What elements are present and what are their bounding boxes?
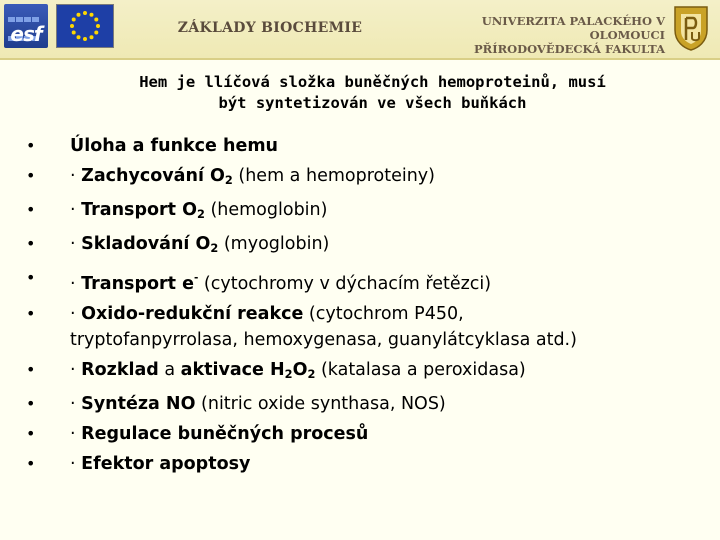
item-bold: Efektor apoptosy	[81, 454, 251, 474]
list-item	[22, 131, 712, 161]
item-bold: O	[292, 360, 308, 380]
university-line-2: PŘÍRODOVĚDECKÁ FAKULTA	[473, 42, 665, 56]
course-title: ZÁKLADY BIOCHEMIE	[177, 20, 363, 36]
item-bold: Regulace buněčných procesů	[81, 424, 369, 444]
eu-flag-icon	[56, 4, 114, 48]
list-item	[22, 419, 712, 449]
item-prefix: ·	[70, 274, 82, 294]
item-subscript: 2	[210, 241, 219, 255]
bullet-icon: •	[26, 424, 36, 443]
bullet-icon: •	[26, 234, 36, 253]
item-text: (hemoglobin)	[204, 200, 328, 220]
item-prefix: ·	[70, 234, 82, 254]
university-line-1: UNIVERZITA PALACKÉHO V OLOMOUCI	[481, 14, 665, 42]
item-text: (cytochromy v dýchacím řetězci)	[198, 274, 492, 294]
item-bold: Skladování O	[81, 234, 211, 254]
upol-crest-icon	[672, 4, 710, 52]
item-bold: Zachycování O	[81, 166, 225, 186]
item-bold: Transport O	[81, 200, 197, 220]
item-superscript: -	[193, 272, 199, 284]
item-subscript: 2	[284, 367, 293, 381]
list-item	[22, 299, 712, 355]
list-item	[22, 195, 712, 229]
item-bold: aktivace H	[180, 360, 285, 380]
item-bold: Transport e	[81, 274, 194, 294]
item-text: (nitric oxide synthasa, NOS)	[195, 394, 446, 414]
list-item	[22, 263, 712, 299]
item-subscript: 2	[196, 207, 205, 221]
list-item	[22, 355, 712, 389]
bullet-icon: •	[26, 200, 36, 219]
bullet-list	[22, 131, 712, 479]
university-name	[410, 14, 665, 56]
item-bold: Rozklad	[81, 360, 159, 380]
bullet-icon: •	[26, 166, 36, 185]
esf-logo-icon	[4, 4, 48, 48]
item-prefix: ·	[70, 424, 82, 444]
item-text: (katalasa a peroxidasa)	[315, 360, 526, 380]
item-subscript: 2	[307, 367, 316, 381]
item-text: a	[158, 360, 181, 380]
item-text: (hem a hemoproteiny)	[232, 166, 435, 186]
item-text: (cytochrom P450,	[303, 304, 464, 324]
list-item	[22, 229, 712, 263]
item-text: (myoglobin)	[218, 234, 330, 254]
bullet-icon: •	[26, 136, 36, 155]
list-item	[22, 389, 712, 419]
bullet-icon: •	[26, 394, 36, 413]
item-subscript: 2	[224, 173, 233, 187]
item-prefix: ·	[70, 454, 82, 474]
bullet-icon: •	[26, 454, 36, 473]
item-bold: Syntéza NO	[81, 394, 196, 414]
item-prefix: ·	[70, 304, 82, 324]
slide-subtitle	[100, 72, 645, 114]
item-prefix: ·	[70, 200, 82, 220]
item-prefix: ·	[70, 394, 82, 414]
subtitle-line-1: Hem je llíčová složka buněčných hemoproteinů, musí	[139, 73, 606, 91]
esf-logo-text: esf	[10, 22, 42, 46]
subtitle-line-2: být syntetizován ve všech buňkách	[218, 94, 527, 112]
item-continuation: tryptofanpyrrolasa, hemoxygenasa, guanylátcyklasa atd.)	[70, 330, 577, 350]
bullet-icon: •	[26, 360, 36, 379]
bullet-icon: •	[26, 304, 36, 323]
item-prefix: ·	[70, 166, 82, 186]
list-item	[22, 449, 712, 479]
list-item	[22, 161, 712, 195]
item-prefix: ·	[70, 360, 82, 380]
bullet-icon: •	[26, 268, 36, 287]
header-band	[0, 0, 720, 60]
item-heading: Úloha a funkce hemu	[70, 136, 279, 156]
item-bold: Oxido-redukční reakce	[81, 304, 304, 324]
